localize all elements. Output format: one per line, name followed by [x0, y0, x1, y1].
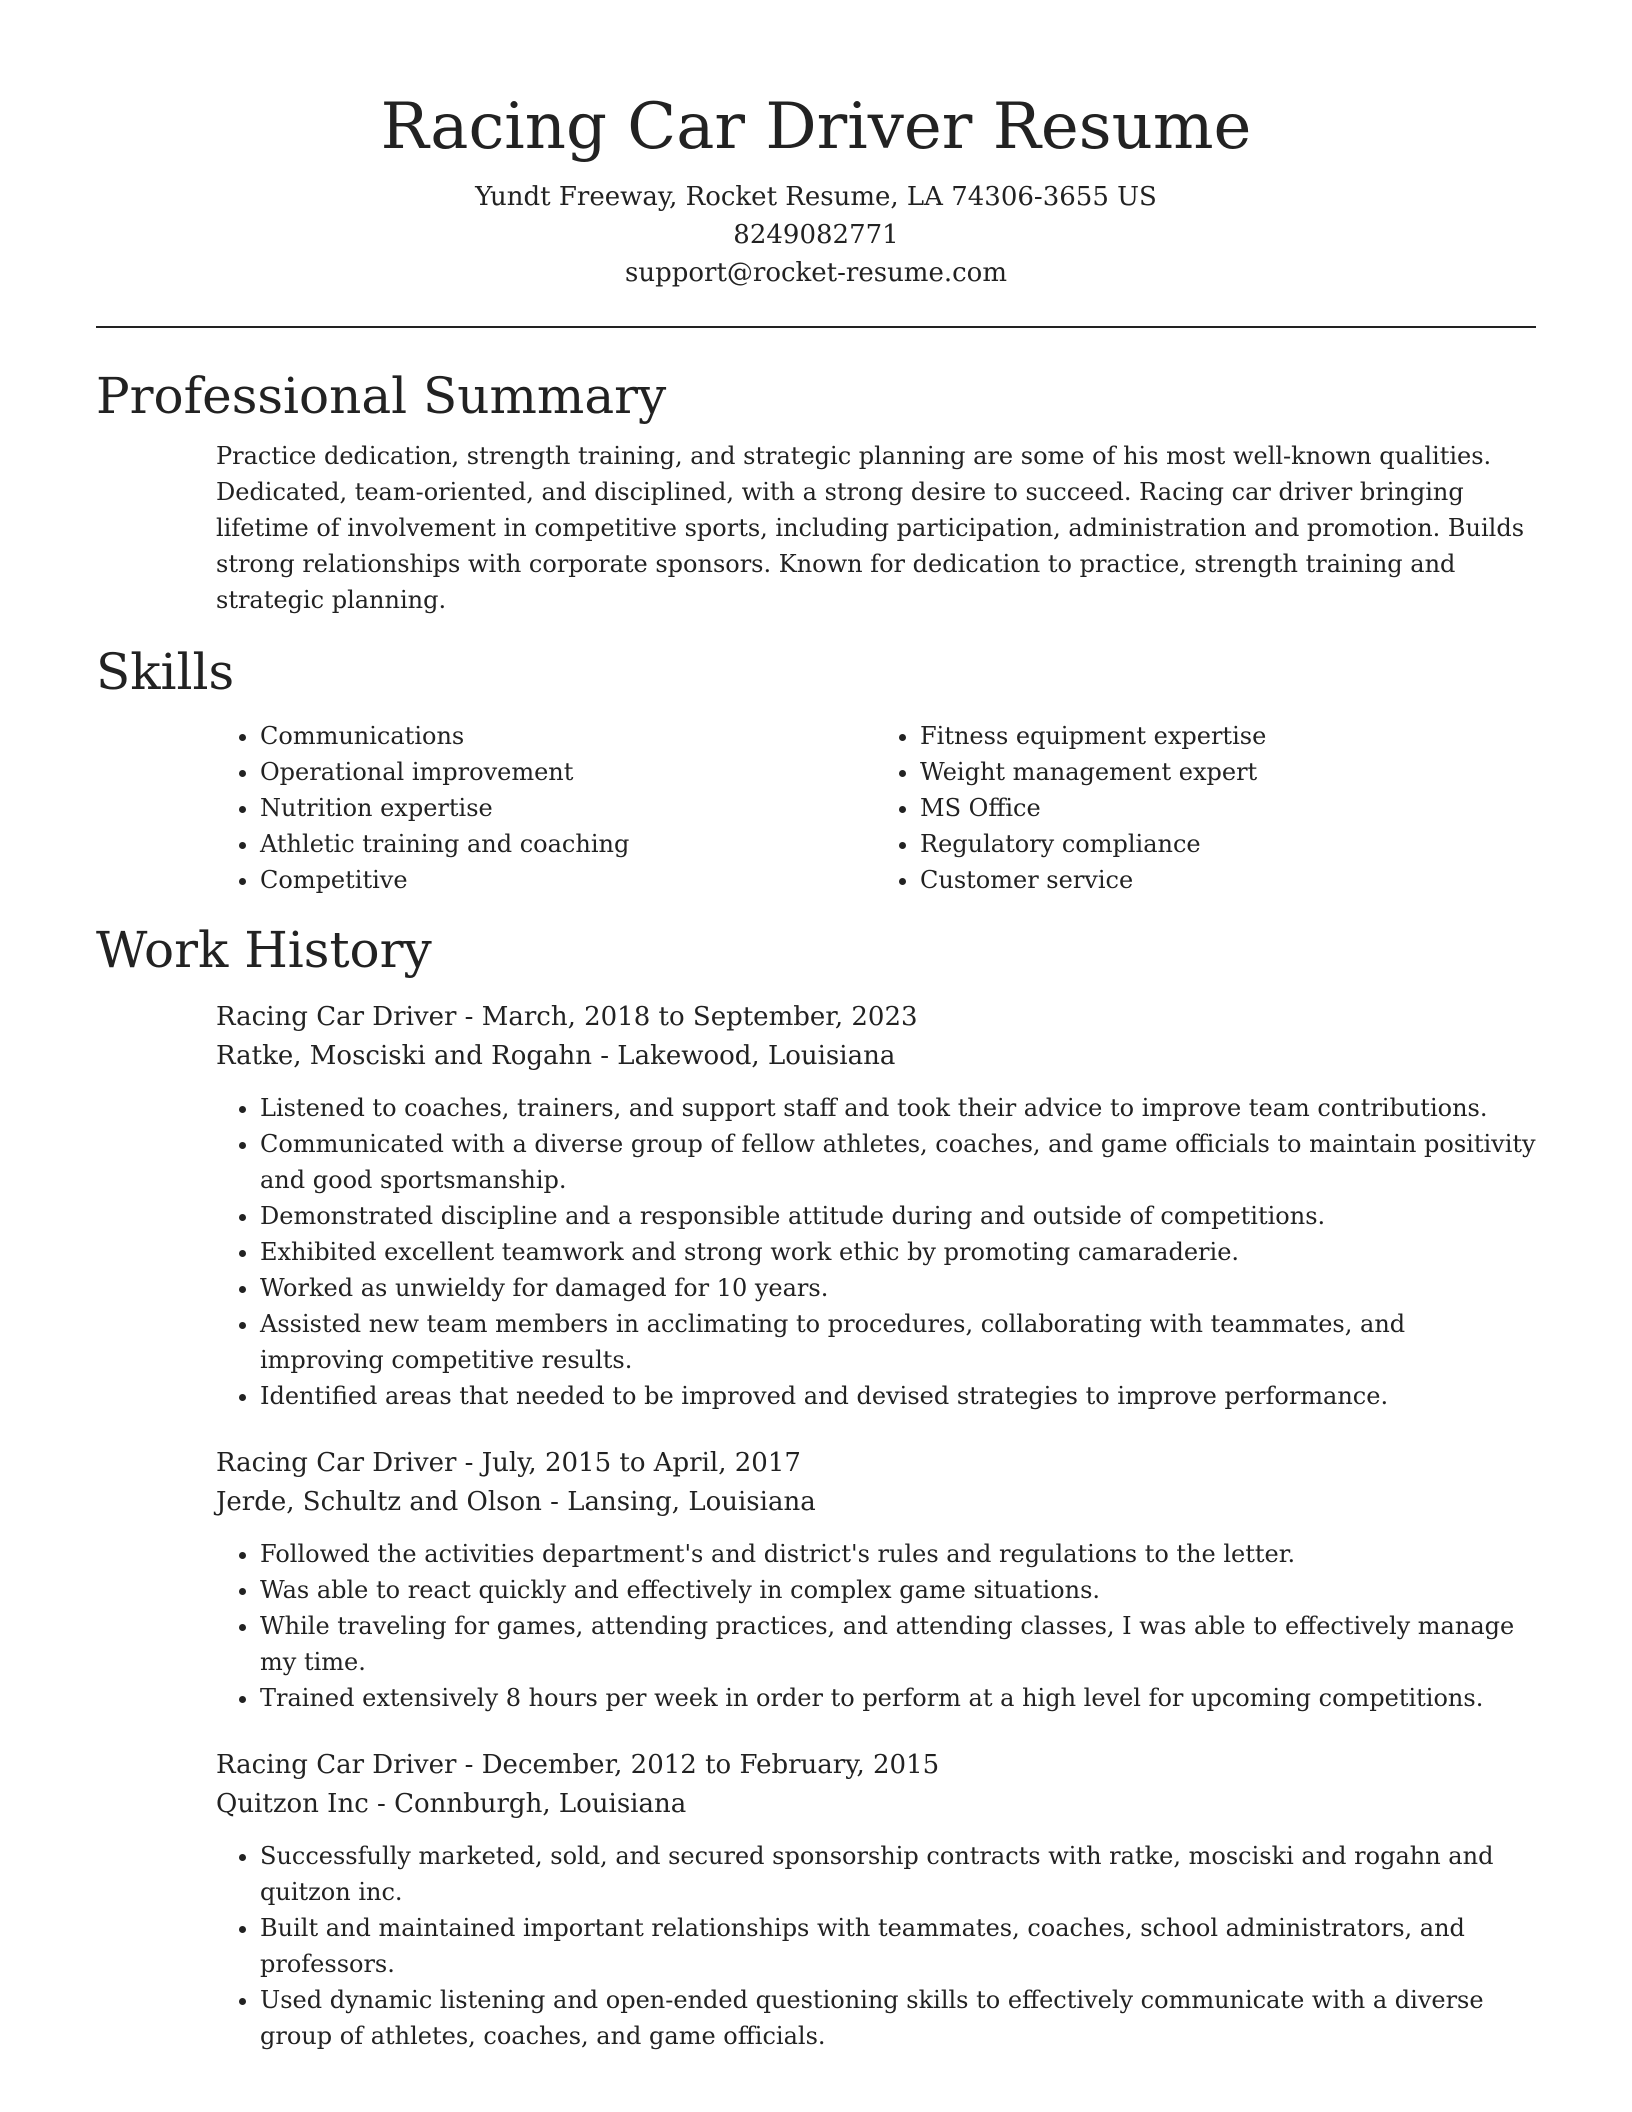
duty-item: • Used dynamic listening and open-ended questioning skills to effectively communicate with a diverse group of athletes, coaches, and game officials. — [260, 1982, 1536, 2054]
job-entry — [216, 998, 1536, 1414]
summary-text: Practice dedication, strength training, and strategic planning are some of his most well-known qualities. Dedicated, team-oriented, and disciplined, with a strong desire to succeed. Racing car driver bringing lifetime of involvement in competitive sports, including participation, administration and promotion. Builds strong relationships with corporate sponsors. Known for dedication to practice, strength training and strategic planning. — [216, 442, 1525, 614]
duty-item: • Successfully marketed, sold, and secured sponsorship contracts with ratke, mosciski and rogahn and quitzon inc. — [260, 1838, 1536, 1910]
job-company: Quitzon Inc — [216, 1789, 369, 1819]
skill-item: • Weight management expert — [920, 754, 1536, 790]
job-role: Racing Car Driver — [216, 1448, 457, 1478]
duty-item: • Identified areas that needed to be improved and devised strategies to improve performance. — [260, 1378, 1536, 1414]
skill-item: • Fitness equipment expertise — [920, 718, 1536, 754]
skill-item: • Operational improvement — [260, 754, 876, 790]
job-role-line — [216, 1444, 1536, 1483]
duty-item: • Followed the activities department's and district's rules and regulations to the letter. — [260, 1536, 1536, 1572]
resume-header — [96, 0, 1536, 292]
job-duties-list — [216, 1536, 1536, 1716]
skills-column-left — [216, 718, 876, 898]
work-history-heading: Work History — [96, 921, 432, 979]
duty-item: • Demonstrated discipline and a responsible attitude during and outside of competitions. — [260, 1198, 1536, 1234]
duty-item: • Exhibited excellent teamwork and strong work ethic by promoting camaraderie. — [260, 1234, 1536, 1270]
job-location: - Connburgh, Louisiana — [368, 1789, 687, 1819]
duty-item: • Built and maintained important relationships with teammates, coaches, school administrators, and professors. — [260, 1910, 1536, 1982]
duty-item: • Listened to coaches, trainers, and support staff and took their advice to improve team contributions. — [260, 1090, 1536, 1126]
job-location: - Lakewood, Louisiana — [591, 1041, 896, 1071]
skills-column-right — [876, 718, 1536, 898]
duty-item: • While traveling for games, attending practices, and attending classes, I was able to effectively manage my time. — [260, 1608, 1536, 1680]
job-company: Jerde, Schultz and Olson — [216, 1487, 542, 1517]
job-role: Racing Car Driver — [216, 1750, 457, 1780]
skills-list — [216, 718, 1536, 898]
job-role-line — [216, 1746, 1536, 1785]
skill-item: • Customer service — [920, 862, 1536, 898]
job-dates: - March, 2018 to September, 2023 — [456, 1002, 918, 1032]
summary-heading: Professional Summary — [96, 367, 667, 425]
job-entry — [216, 1746, 1536, 2054]
contact-email: support@rocket-resume.com — [624, 258, 1007, 288]
job-dates: - December, 2012 to February, 2015 — [456, 1750, 940, 1780]
job-location: - Lansing, Louisiana — [541, 1487, 816, 1517]
job-role: Racing Car Driver — [216, 1002, 457, 1032]
job-company-line — [216, 1785, 1536, 1824]
job-duties-list — [216, 1090, 1536, 1414]
duty-item: • Worked as unwieldy for damaged for 10 years. — [260, 1270, 1536, 1306]
job-company-line — [216, 1483, 1536, 1522]
resume-title: Racing Car Driver Resume — [380, 90, 1252, 164]
skills-heading: Skills — [96, 643, 235, 701]
job-company: Ratke, Mosciski and Rogahn — [216, 1041, 592, 1071]
skill-item: • Competitive — [260, 862, 876, 898]
job-dates: - July, 2015 to April, 2017 — [456, 1448, 801, 1478]
skill-item: • Communications — [260, 718, 876, 754]
header-divider — [96, 326, 1536, 328]
duty-item: • Trained extensively 8 hours per week in order to perform at a high level for upcoming competitions. — [260, 1680, 1536, 1716]
skill-item: • MS Office — [920, 790, 1536, 826]
resume-page — [96, 0, 1536, 2054]
skill-item: • Athletic training and coaching — [260, 826, 876, 862]
contact-address: Yundt Freeway, Rocket Resume, LA 74306-3655 US — [475, 182, 1157, 212]
contact-phone: 8249082771 — [733, 220, 899, 250]
job-role-line — [216, 998, 1536, 1037]
job-company-line — [216, 1037, 1536, 1076]
duty-item: • Was able to react quickly and effectively in complex game situations. — [260, 1572, 1536, 1608]
skill-item: • Nutrition expertise — [260, 790, 876, 826]
skill-item: • Regulatory compliance — [920, 826, 1536, 862]
duty-item: • Assisted new team members in acclimating to procedures, collaborating with teammates, and improving competitive results. — [260, 1306, 1536, 1378]
job-duties-list — [216, 1838, 1536, 2054]
duty-item: • Communicated with a diverse group of fellow athletes, coaches, and game officials to maintain positivity and good sportsmanship. — [260, 1126, 1536, 1198]
job-entry — [216, 1444, 1536, 1716]
